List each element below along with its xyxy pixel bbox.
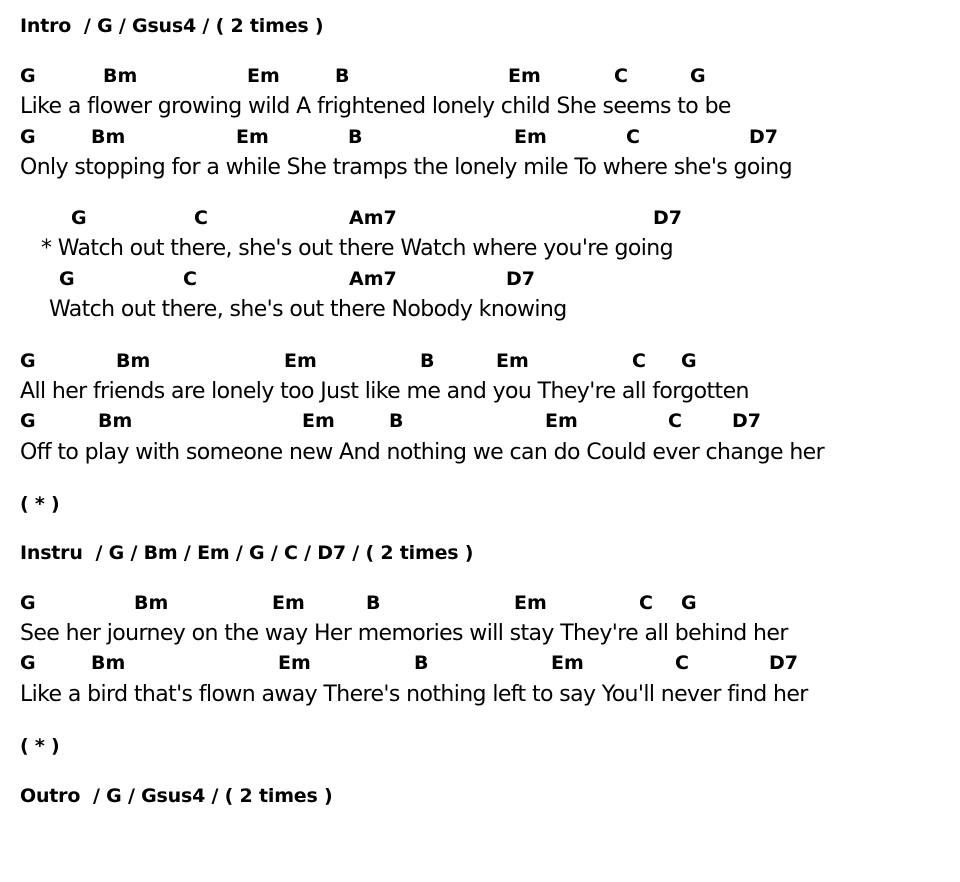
chord: G	[71, 207, 87, 229]
verse1-chord-row-2	[0, 124, 960, 150]
chord: Bm	[134, 592, 169, 614]
chord: Am7	[349, 268, 397, 290]
verse3-lyric-2: Like a bird that's flown away There's nothing left to say You'll never find her	[20, 682, 808, 707]
chord: Bm	[91, 126, 126, 148]
chord: Em	[545, 410, 578, 432]
chorus-repeat-marker: ( * )	[20, 493, 60, 515]
chord: G	[20, 410, 36, 432]
chorus-chord-row-1	[0, 205, 960, 231]
chord: Em	[272, 592, 305, 614]
chord: D7	[749, 126, 778, 148]
chord: Em	[278, 652, 311, 674]
verse1-chord-row-1	[0, 63, 960, 89]
chord: G	[20, 652, 36, 674]
verse1-lyric-2: Only stopping for a while She tramps the lonely mile To where she's going	[20, 155, 792, 180]
chord: G	[20, 65, 36, 87]
chord: C	[194, 207, 208, 229]
chord: G	[690, 65, 706, 87]
chorus-lyric-2: Watch out there, she's out there Nobody knowing	[49, 297, 567, 322]
verse3-chord-row-1	[0, 590, 960, 616]
chord: G	[681, 350, 697, 372]
chord: C	[183, 268, 197, 290]
chord: Em	[496, 350, 529, 372]
chord: G	[59, 268, 75, 290]
chorus-lyric-1: * Watch out there, she's out there Watch where you're going	[41, 236, 674, 261]
chorus-chord-row-2	[0, 266, 960, 292]
chord: Am7	[349, 207, 397, 229]
chord: C	[668, 410, 682, 432]
chord: Em	[514, 592, 547, 614]
chord: B	[348, 126, 363, 148]
verse2-lyric-2: Off to play with someone new And nothing we can do Could ever change her	[20, 440, 825, 465]
chord: Bm	[103, 65, 138, 87]
chord: B	[414, 652, 429, 674]
chord: G	[20, 126, 36, 148]
chord: C	[675, 652, 689, 674]
chord: Em	[236, 126, 269, 148]
chord: Bm	[98, 410, 133, 432]
chord: B	[366, 592, 381, 614]
chord: Em	[284, 350, 317, 372]
chord: D7	[732, 410, 761, 432]
verse3-chord-row-2	[0, 650, 960, 676]
chord: Em	[551, 652, 584, 674]
chord: C	[639, 592, 653, 614]
chord: Em	[514, 126, 547, 148]
verse2-chord-row-1	[0, 348, 960, 374]
chord: B	[420, 350, 435, 372]
verse3-lyric-1: See her journey on the way Her memories will stay They're all behind her	[20, 621, 788, 646]
verse2-lyric-1: All her friends are lonely too Just like me and you They're all forgotten	[20, 379, 749, 404]
instrumental-line: Instru / G / Bm / Em / G / C / D7 / ( 2 times )	[20, 542, 474, 564]
chord: B	[389, 410, 404, 432]
chord: D7	[769, 652, 798, 674]
chord: Em	[302, 410, 335, 432]
chord: G	[20, 592, 36, 614]
chord: Em	[247, 65, 280, 87]
chord: C	[626, 126, 640, 148]
verse2-chord-row-2	[0, 408, 960, 434]
verse1-lyric-1: Like a flower growing wild A frightened lonely child She seems to be	[20, 94, 731, 119]
chorus-repeat-marker: ( * )	[20, 735, 60, 757]
chord: Em	[508, 65, 541, 87]
chord: C	[614, 65, 628, 87]
chord: C	[632, 350, 646, 372]
chord: Bm	[116, 350, 151, 372]
chord: Bm	[91, 652, 126, 674]
outro-line: Outro / G / Gsus4 / ( 2 times )	[20, 785, 333, 807]
chord: D7	[653, 207, 682, 229]
chord: G	[681, 592, 697, 614]
chord: D7	[506, 268, 535, 290]
chord: G	[20, 350, 36, 372]
intro-line: Intro / G / Gsus4 / ( 2 times )	[20, 15, 324, 37]
chord: B	[335, 65, 350, 87]
